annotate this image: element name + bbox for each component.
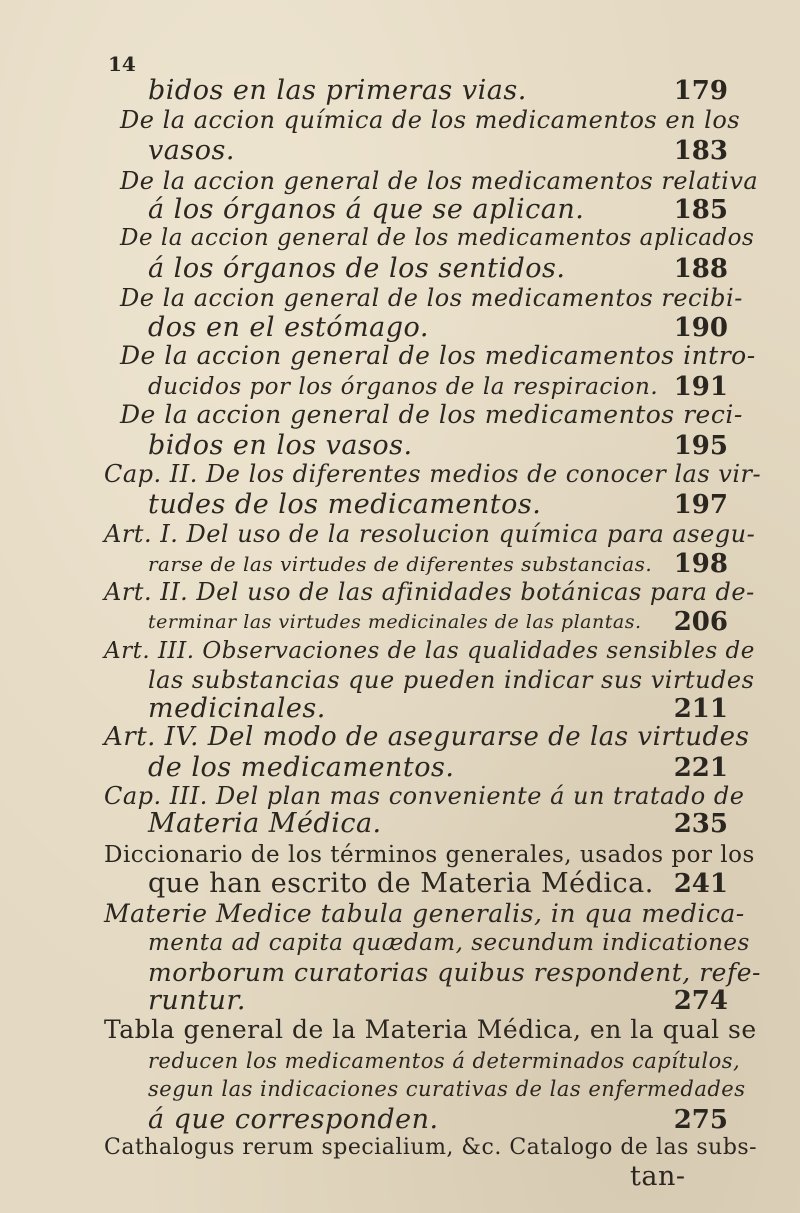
toc-entry-text: Diccionario de los términos generales, usados por los <box>104 842 755 868</box>
toc-entry-text: vasos. <box>148 135 235 166</box>
toc-entry-text: Art. II. Del uso de las afinidades botánicas para de- <box>104 578 755 606</box>
toc-page-number: 206 <box>673 607 728 637</box>
toc-page-number: 190 <box>673 313 728 343</box>
toc-entry-text: á que corresponden. <box>148 1104 439 1135</box>
toc-entry-text: á los órganos de los sentidos. <box>148 253 566 284</box>
toc-entry-text: Materie Medice tabula generalis, in qua medica- <box>104 899 745 928</box>
toc-entry-text: Cap. III. Del plan mas conveniente á un tratado de <box>104 782 745 810</box>
toc-entry-text: De la accion general de los medicamentos relativa <box>120 167 759 195</box>
toc-page-number: 275 <box>673 1105 728 1135</box>
toc-entry-text: tudes de los medicamentos. <box>148 489 542 520</box>
toc-page-number: 211 <box>673 694 728 724</box>
toc-entry-text: morborum curatorias quibus respondent, refe- <box>148 958 761 987</box>
toc-entry-text: medicinales. <box>148 693 326 724</box>
toc-entry-text: ducidos por los órganos de la respiracion. <box>148 374 659 400</box>
toc-entry-text: De la accion química de los medicamentos en los <box>120 106 741 134</box>
toc-entry-text: De la accion general de los medicamentos recibi- <box>120 284 743 312</box>
toc-entry-text: rarse de las virtudes de diferentes substancias. <box>148 552 653 576</box>
toc-entry-text: tan- <box>630 1161 686 1192</box>
toc-entry-text: terminar las virtudes medicinales de las plantas. <box>148 611 642 633</box>
toc-entry-text: Cap. II. De los diferentes medios de conocer las vir- <box>104 460 762 488</box>
toc-page-number: 179 <box>673 76 728 106</box>
toc-entry-text: Tabla general de la Materia Médica, en la qual se <box>104 1015 757 1044</box>
page-number: 14 <box>108 52 136 76</box>
toc-entry-text: á los órganos á que se aplican. <box>148 194 585 225</box>
toc-entry-text: De la accion general de los medicamentos reci- <box>120 400 743 429</box>
toc-page-number: 241 <box>673 869 728 899</box>
toc-line <box>0 1160 800 1200</box>
toc-entry-text: Art. IV. Del modo de asegurarse de las virtudes <box>104 722 750 752</box>
toc-entry-text: dos en el estómago. <box>148 312 429 343</box>
toc-page-number: 195 <box>673 431 728 461</box>
toc-entry-text: las substancias que pueden indicar sus virtudes <box>148 666 755 694</box>
toc-entry-text: De la accion general de los medicamentos aplicados <box>120 225 755 251</box>
toc-entry-text: Materia Médica. <box>148 808 382 839</box>
toc-entry-text: Art. I. Del uso de la resolucion química para asegu- <box>104 520 756 548</box>
toc-entry-text: reducen los medicamentos á determinados capítulos, <box>148 1049 741 1073</box>
toc-page-number: 191 <box>673 372 728 402</box>
toc-entry-text: menta ad capita quædam, secundum indicationes <box>148 930 750 956</box>
toc-entry-text: que han escrito de Materia Médica. <box>148 868 654 899</box>
toc-page-number: 183 <box>673 136 728 166</box>
toc-page-number: 235 <box>673 809 728 839</box>
toc-page-number: 197 <box>673 490 728 520</box>
toc-page-number: 198 <box>673 549 728 579</box>
toc-entry-text: bidos en los vasos. <box>148 430 413 461</box>
toc-entry-text: bidos en las primeras vias. <box>148 75 527 106</box>
toc-entry-text: de los medicamentos. <box>148 752 455 783</box>
toc-page-number: 274 <box>673 986 728 1016</box>
toc-page-number: 188 <box>673 254 728 284</box>
toc-page-number: 221 <box>673 753 728 783</box>
toc-entry-text: De la accion general de los medicamentos intro- <box>120 341 756 370</box>
toc-entry-text: runtur. <box>148 985 246 1016</box>
toc-entry-text: segun las indicaciones curativas de las enfermedades <box>148 1077 746 1101</box>
toc-page-number: 185 <box>673 195 728 225</box>
toc-entry-text: Art. III. Observaciones de las qualidades sensibles de <box>104 638 755 664</box>
toc-entry-text: Cathalogus rerum specialium, &c. Catalogo de las subs- <box>104 1135 758 1160</box>
